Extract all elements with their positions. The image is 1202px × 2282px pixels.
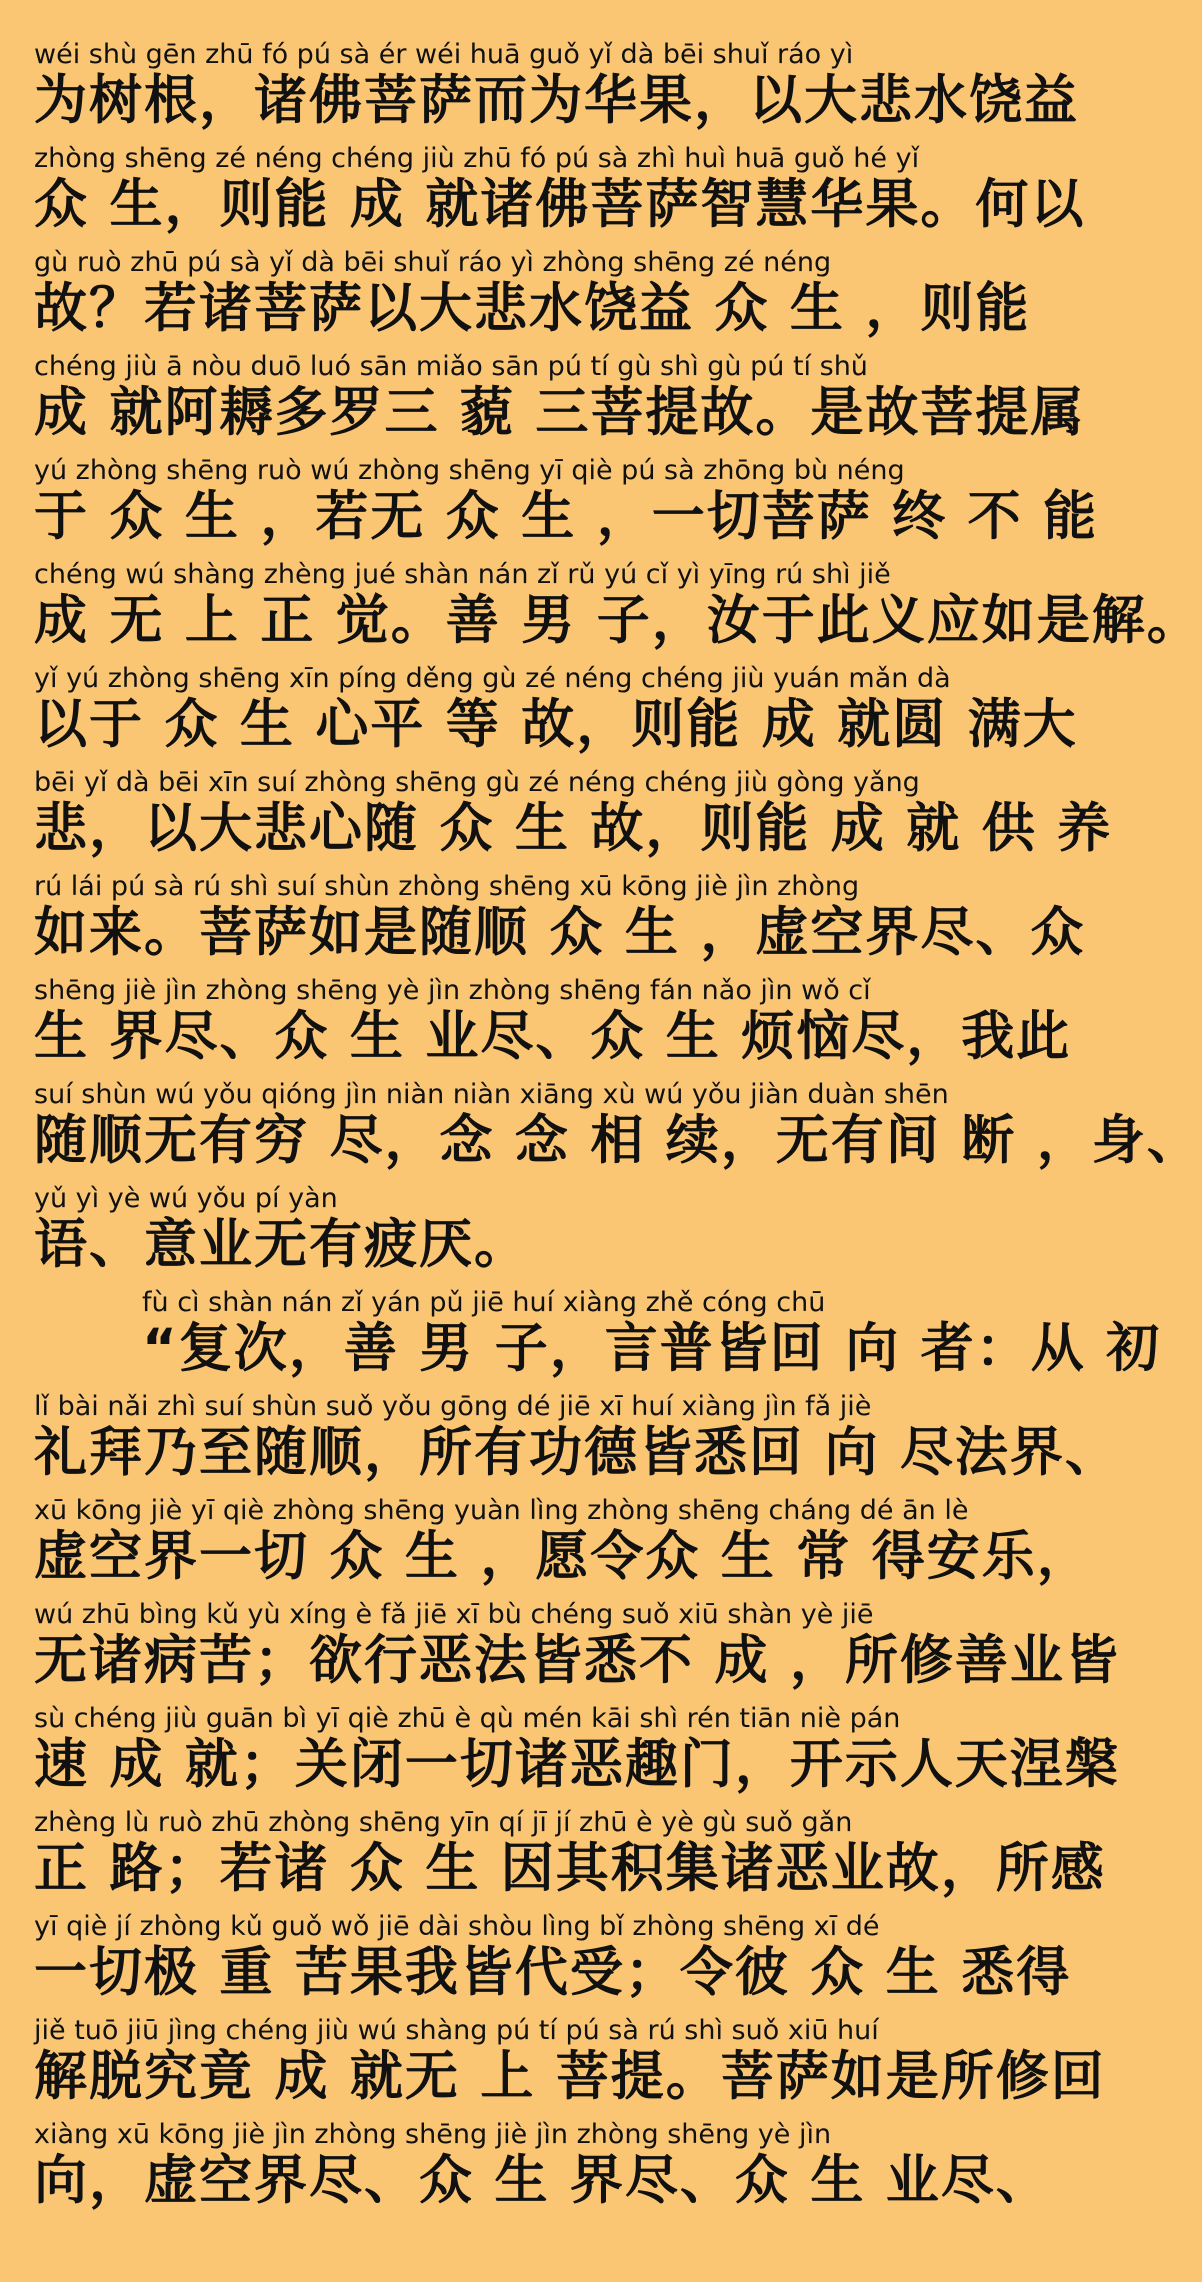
pinyin-line: suí shùn wú yǒu qióng jìn niàn niàn xiāng xù wú yǒu jiàn duàn shēn — [34, 1079, 949, 1110]
pinyin-line: fù cì shàn nán zǐ yán pǔ jiē huí xiàng zhě cóng chū — [142, 1287, 826, 1318]
text-line — [0, 142, 1086, 246]
hanzi-line: 语、意业无有疲厌。 — [34, 1214, 529, 1275]
hanzi-line: 虚空界一切 众 生 ，愿令众 生 常 得安乐， — [34, 1526, 1092, 1587]
pinyin-line: bēi yǐ dà bēi xīn suí zhòng shēng gù zé néng chéng jiù gòng yǎng — [34, 767, 920, 798]
text-line — [0, 1702, 1120, 1806]
text-line — [0, 1806, 1106, 1910]
hanzi-line: 以于 众 生 心平 等 故，则能 成 就圆 满大 — [34, 694, 1078, 755]
text-line — [0, 870, 1086, 974]
pinyin-line: shēng jiè jìn zhòng shēng yè jìn zhòng shēng fán nǎo jìn wǒ cǐ — [34, 975, 871, 1006]
hanzi-line: 于 众 生 ，若无 众 生 ，一切菩萨 终 不 能 — [34, 486, 1099, 547]
text-line — [0, 1390, 1120, 1494]
text-line — [0, 2014, 1106, 2118]
text-line — [0, 1598, 1120, 1702]
pinyin-line: yú zhòng shēng ruò wú zhòng shēng yī qiè pú sà zhōng bù néng — [34, 455, 905, 486]
text-line — [0, 558, 1202, 662]
hanzi-line: 如来。菩萨如是随顺 众 生 ，虚空界尽、众 — [34, 902, 1086, 963]
pinyin-line: xū kōng jiè yī qiè zhòng shēng yuàn lìng zhòng shēng cháng dé ān lè — [34, 1495, 969, 1526]
text-line — [0, 974, 1080, 1078]
text-line — [0, 246, 1080, 350]
hanzi-line: “复次，善 男 子，言普皆回 向 者：从 初 — [142, 1318, 1162, 1379]
text-line — [0, 1078, 1202, 1182]
pinyin-line: lǐ bài nǎi zhì suí shùn suǒ yǒu gōng dé jiē xī huí xiàng jìn fǎ jiè — [34, 1391, 872, 1422]
hanzi-line: 众 生，则能 成 就诸佛菩萨智慧华果。何以 — [34, 174, 1086, 235]
pinyin-line: rú lái pú sà rú shì suí shùn zhòng shēng xū kōng jiè jìn zhòng — [34, 871, 860, 902]
hanzi-line: 成 就阿耨多罗三 藐 三菩提故。是故菩提属 — [34, 382, 1086, 443]
hanzi-line: 生 界尽、众 生 业尽、众 生 烦恼尽，我此 — [34, 1006, 1072, 1067]
hanzi-line: 正 路；若诸 众 生 因其积集诸恶业故，所感 — [34, 1838, 1106, 1899]
hanzi-line: 解脱究竟 成 就无 上 菩提。菩萨如是所修回 — [34, 2046, 1106, 2107]
pinyin-line: yǐ yú zhòng shēng xīn píng děng gù zé néng chéng jiù yuán mǎn dà — [34, 663, 951, 694]
pinyin-line: zhòng shēng zé néng chéng jiù zhū fó pú sà zhì huì huā guǒ hé yǐ — [34, 143, 920, 174]
hanzi-line: 悲，以大悲心随 众 生 故，则能 成 就 供 养 — [34, 798, 1113, 859]
hanzi-line: 一切极 重 苦果我皆代受；令彼 众 生 悉得 — [34, 1942, 1072, 2003]
text-line — [0, 2118, 1080, 2222]
text-line — [0, 350, 1086, 454]
text-line — [0, 1494, 1092, 1598]
text-line — [0, 1182, 1080, 1286]
text-line — [0, 1286, 1162, 1390]
pinyin-line: zhèng lù ruò zhū zhòng shēng yīn qí jī jí zhū è yè gù suǒ gǎn — [34, 1807, 853, 1838]
hanzi-line: 故？若诸菩萨以大悲水饶益 众 生 ，则能 — [34, 278, 1031, 339]
pinyin-line: xiàng xū kōng jiè jìn zhòng shēng jiè jìn zhòng shēng yè jìn — [34, 2119, 832, 2150]
pinyin-line: jiě tuō jiū jìng chéng jiù wú shàng pú tí pú sà rú shì suǒ xiū huí — [34, 2015, 879, 2046]
text-line — [0, 1910, 1080, 2014]
pinyin-line: chéng jiù ā nòu duō luó sān miǎo sān pú tí gù shì gù pú tí shǔ — [34, 351, 868, 382]
hanzi-line: 向，虚空界尽、众 生 界尽、众 生 业尽、 — [34, 2150, 1051, 2211]
text-line — [0, 662, 1080, 766]
hanzi-line: 速 成 就；关闭一切诸恶趣门，开示人天涅槃 — [34, 1734, 1120, 1795]
text-line — [0, 454, 1099, 558]
hanzi-line: 为树根，诸佛菩萨而为华果，以大悲水饶益 — [34, 70, 1079, 131]
pinyin-line: gù ruò zhū pú sà yǐ dà bēi shuǐ ráo yì zhòng shēng zé néng — [34, 247, 832, 278]
text-line — [0, 766, 1113, 870]
text-line — [0, 38, 1080, 142]
pinyin-line: sù chéng jiù guān bì yī qiè zhū è qù mén kāi shì rén tiān niè pán — [34, 1703, 901, 1734]
pinyin-line: yī qiè jí zhòng kǔ guǒ wǒ jiē dài shòu lìng bǐ zhòng shēng xī dé — [34, 1911, 880, 1942]
hanzi-line: 无诸病苦；欲行恶法皆悉不 成 ，所修善业皆 — [34, 1630, 1120, 1691]
hanzi-line: 礼拜乃至随顺，所有功德皆悉回 向 尽法界、 — [34, 1422, 1120, 1483]
pinyin-line: wéi shù gēn zhū fó pú sà ér wéi huā guǒ yǐ dà bēi shuǐ ráo yì — [34, 39, 854, 70]
pinyin-line: yǔ yì yè wú yǒu pí yàn — [34, 1183, 338, 1214]
pinyin-line: wú zhū bìng kǔ yù xíng è fǎ jiē xī bù chéng suǒ xiū shàn yè jiē — [34, 1599, 874, 1630]
pinyin-line: chéng wú shàng zhèng jué shàn nán zǐ rǔ yú cǐ yì yīng rú shì jiě — [34, 559, 891, 590]
hanzi-line: 随顺无有穷 尽，念 念 相 续，无有间 断 ，身、 — [34, 1110, 1202, 1171]
hanzi-line: 成 无 上 正 觉。善 男 子，汝于此义应如是解。 — [34, 590, 1202, 651]
